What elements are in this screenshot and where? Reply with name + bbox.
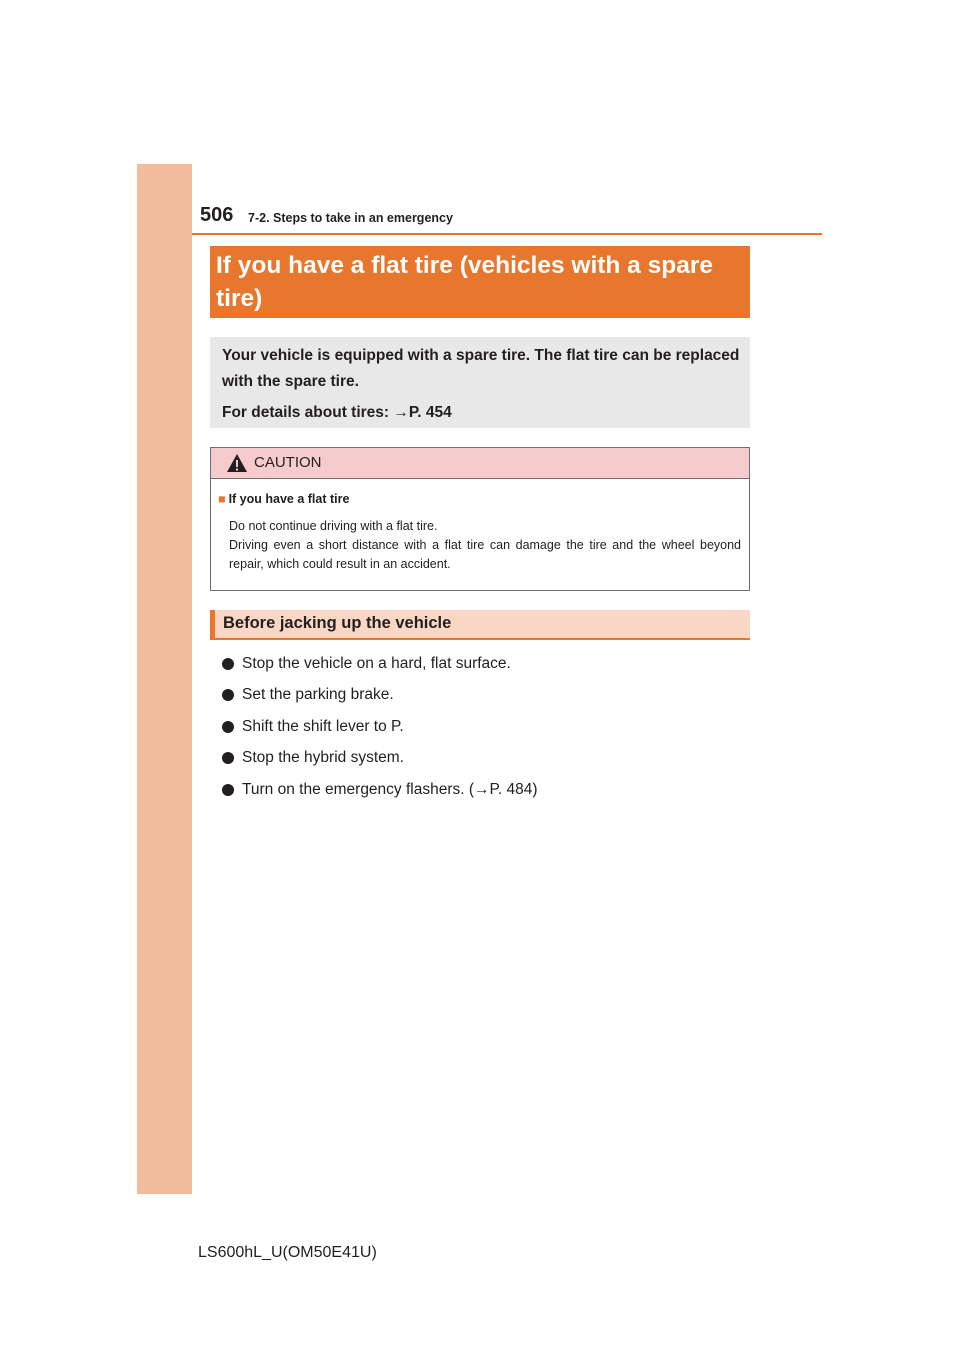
bullet-icon [222,658,234,670]
caution-paragraph: Do not continue driving with a flat tire. [229,519,438,533]
list-item: Shift the shift lever to P. [222,711,538,743]
caution-box [210,447,750,591]
bullet-icon [222,689,234,701]
intro-line: with the spare tire. [222,373,359,390]
caution-body [229,517,741,574]
list-item: Turn on the emergency flashers. (→P. 484) [222,774,538,806]
intro-box [210,337,750,428]
caution-subheading [218,492,349,506]
tire-details-reference: For details about tires: →P. 454 [222,404,452,421]
bullet-icon [222,721,234,733]
section-heading: Before jacking up the vehicle [210,610,750,640]
list-item: Stop the hybrid system. [222,743,538,775]
bullet-icon [222,752,234,764]
checklist [222,648,538,806]
page-title: If you have a flat tire (vehicles with a spare tire) [210,246,750,318]
bullet-icon [222,784,234,796]
warning-triangle-icon [226,453,248,473]
page-number: 506 [200,204,234,226]
intro-line: Your vehicle is equipped with a spare tire. The flat tire can be replaced [222,347,740,364]
caution-header [211,448,749,479]
header-divider [192,233,822,235]
caution-paragraph: Driving even a short distance with a flat tire can damage the tire and the wheel beyond repair, which could result in an accident. [229,538,741,571]
caution-label: CAUTION [254,454,322,471]
chapter-sidebar-tab [137,164,192,1194]
section-breadcrumb: 7-2. Steps to take in an emergency [248,211,453,225]
model-code-footer: LS600hL_U(OM50E41U) [198,1244,377,1261]
square-bullet-icon: ■ [218,492,226,506]
list-item: Stop the vehicle on a hard, flat surface. [222,648,538,680]
list-item: Set the parking brake. [222,680,538,712]
caution-subheading-text: If you have a flat tire [228,492,350,506]
